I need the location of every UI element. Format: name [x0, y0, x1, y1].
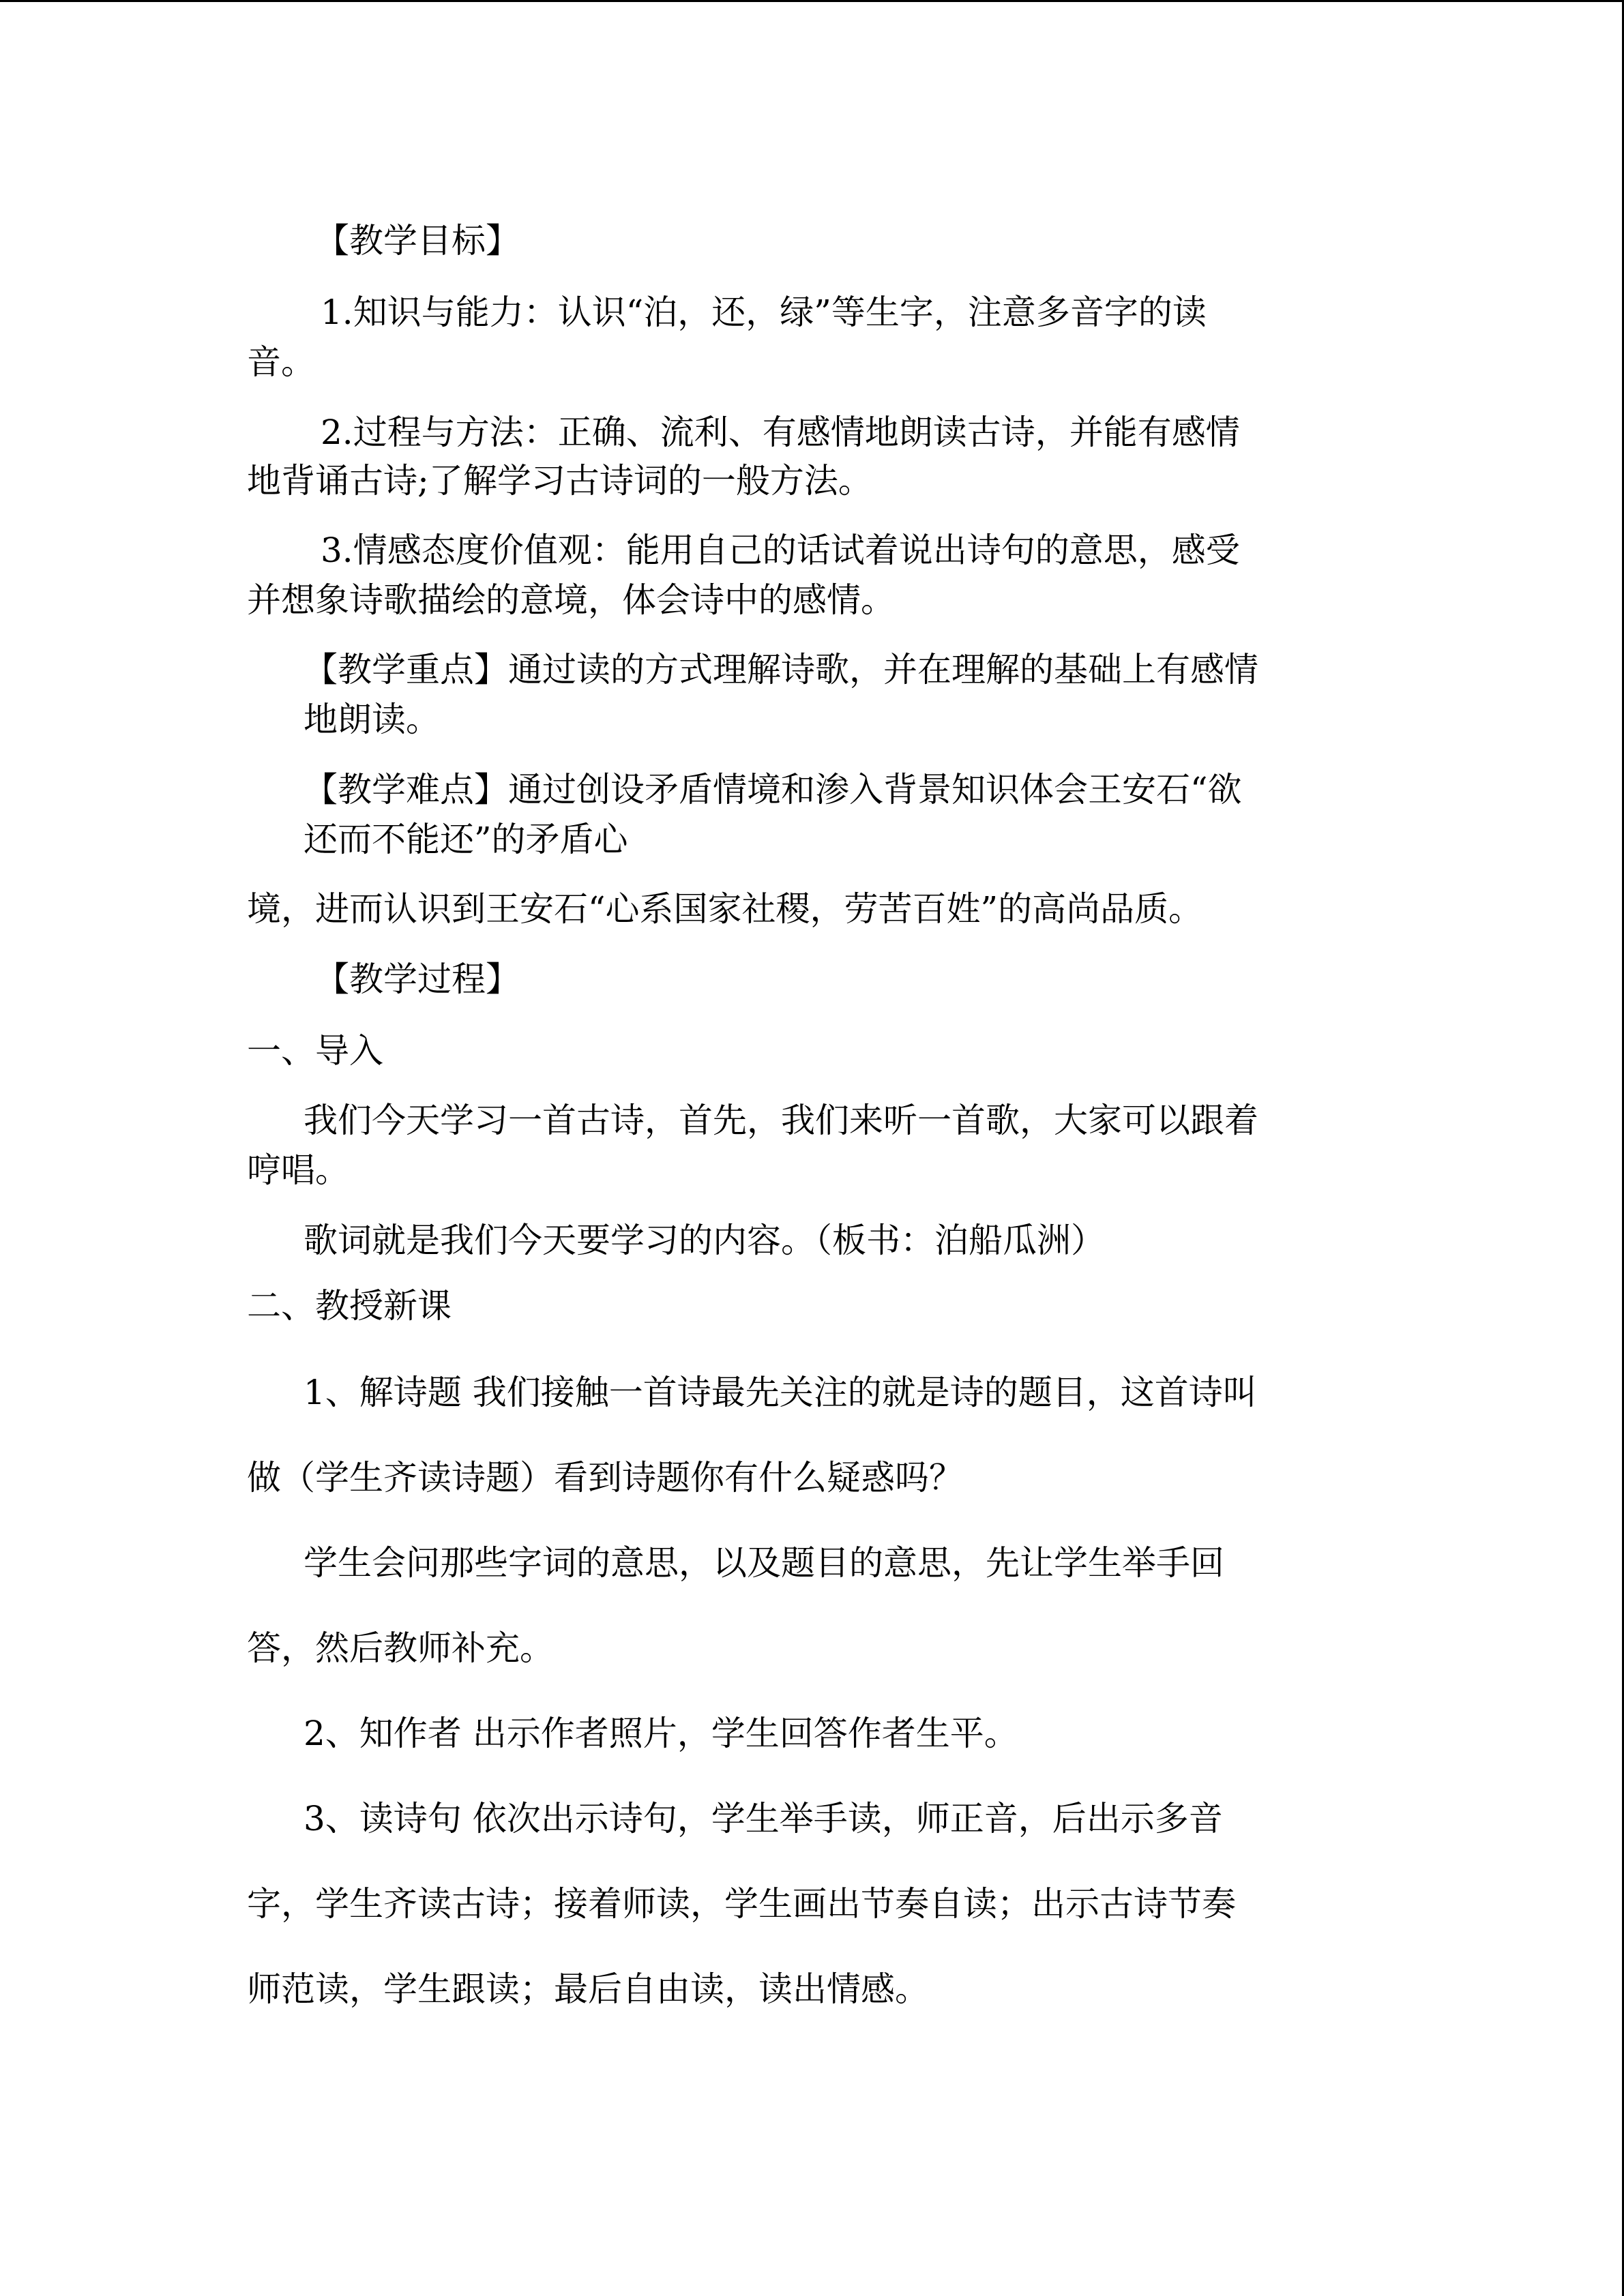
- objective-knowledge-line-1: 1.知识与能力：认识“泊，还，绿”等生字，注意多音字的读: [321, 293, 1207, 332]
- difficulty-line-1: 【教学难点】通过创设矛盾情境和渗入背景知识体会王安石“欲: [304, 770, 1242, 809]
- section-new-lesson: 二、教授新课: [247, 1286, 452, 1326]
- key-point-line-2: 地朗读。: [304, 700, 440, 739]
- objective-emotion-line-2: 并想象诗歌描绘的意境，体会诗中的感情。: [247, 580, 895, 620]
- objective-process-line-1: 2.过程与方法：正确、流利、有感情地朗读古诗，并能有感情: [321, 413, 1240, 452]
- heading-teaching-process: 【教学过程】: [315, 959, 520, 999]
- step-title-line-1: 1、解诗题 我们接触一首诗最先关注的就是诗的题目，这首诗叫: [304, 1373, 1257, 1412]
- page-border-top: [0, 0, 1624, 2]
- introduction-line-2: 哼唱。: [247, 1150, 349, 1190]
- key-point-line-1: 【教学重点】通过读的方式理解诗歌，并在理解的基础上有感情: [304, 650, 1258, 689]
- step-author-line: 2、知作者 出示作者照片，学生回答作者生平。: [304, 1714, 1018, 1753]
- step-title-line-2: 做（学生齐读诗题）看到诗题你有什么疑惑吗？: [247, 1458, 963, 1497]
- introduction-line-3: 歌词就是我们今天要学习的内容。（板书：泊船瓜洲）: [304, 1221, 1105, 1260]
- objective-knowledge-line-2: 音。: [247, 342, 315, 382]
- heading-teaching-objectives: 【教学目标】: [315, 221, 520, 260]
- section-introduction: 一、导入: [247, 1031, 383, 1071]
- step-title-line-3: 学生会问那些字词的意思，以及题目的意思，先让学生举手回: [304, 1543, 1224, 1583]
- objective-emotion-line-1: 3.情感态度价值观：能用自己的话试着说出诗句的意思，感受: [321, 531, 1240, 570]
- step-reading-line-1: 3、读诗句 依次出示诗句，学生举手读，师正音，后出示多音: [304, 1799, 1223, 1838]
- difficulty-line-2: 还而不能还”的矛盾心: [304, 820, 628, 859]
- step-reading-line-3: 师范读，学生跟读；最后自由读，读出情感。: [247, 1969, 929, 2009]
- introduction-line-1: 我们今天学习一首古诗，首先，我们来听一首歌，大家可以跟着: [304, 1101, 1258, 1140]
- objective-process-line-2: 地背诵古诗;了解学习古诗词的一般方法。: [247, 461, 872, 501]
- step-reading-line-2: 字，学生齐读古诗；接着师读，学生画出节奏自读；出示古诗节奏: [247, 1884, 1236, 1924]
- difficulty-line-3: 境，进而认识到王安石“心系国家社稷，劳苦百姓”的高尚品质。: [247, 889, 1203, 929]
- step-title-line-4: 答，然后教师补充。: [247, 1628, 554, 1668]
